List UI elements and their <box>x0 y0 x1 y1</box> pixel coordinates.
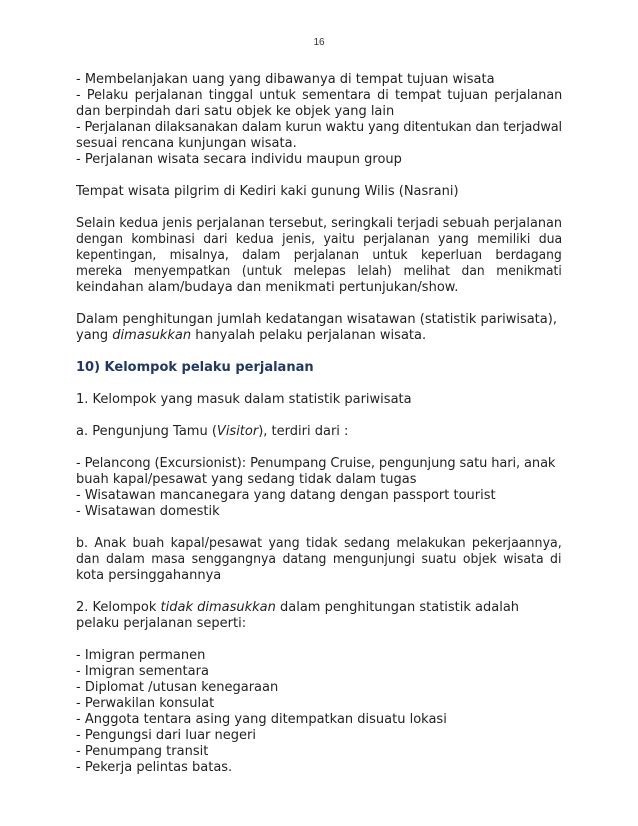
list-item: - Imigran sementara <box>76 664 209 679</box>
document-body <box>76 72 562 776</box>
crew-paragraph <box>76 536 562 584</box>
paragraph-line: kepentingan, misalnya, dalam perjalanan untuk keperluan berdagang <box>76 248 562 263</box>
paragraph-line: Dalam penghitungan jumlah kedatangan wisatawan (statistik pariwisata), <box>76 312 557 327</box>
text-run: 2. Kelompok <box>76 600 161 615</box>
text-run: hanyalah pelaku perjalanan wisata. <box>191 328 427 343</box>
list-item: - Perjalanan dilaksanakan dalam kurun waktu yang ditentukan dan terjadwal <box>76 120 562 135</box>
section-heading <box>76 360 562 376</box>
paragraph-line: b. Anak buah kapal/pesawat yang tidak sedang melakukan pekerjaannya, <box>76 536 562 551</box>
excluded-list <box>76 648 562 776</box>
list-item: - Penumpang transit <box>76 744 209 759</box>
paragraph-line: 1. Kelompok yang masuk dalam statistik pariwisata <box>76 392 412 407</box>
emphasis-text: tidak dimasukkan <box>160 600 276 615</box>
list-item: - Wisatawan mancanegara yang datang dengan passport tourist <box>76 488 496 503</box>
list-item: - Anggota tentara asing yang ditempatkan disuatu lokasi <box>76 712 447 727</box>
list-item: - Wisatawan domestik <box>76 504 220 519</box>
text-run: ), terdiri dari : <box>258 424 349 439</box>
text-run: a. Pengunjung Tamu ( <box>76 424 217 439</box>
paragraph-line: dengan kombinasi dari kedua jenis, yaitu perjalanan yang memiliki dua <box>76 232 563 247</box>
list-item: dan berpindah dari satu objek ke objek yang lain <box>76 104 395 119</box>
list-item: - Diplomat /utusan kenegaraan <box>76 680 279 695</box>
list-item: - Pekerja pelintas batas. <box>76 760 233 775</box>
intro-list <box>76 72 562 168</box>
text-run: yang <box>76 328 113 343</box>
group2-title <box>76 600 562 632</box>
list-item: sesuai rencana kunjungan wisata. <box>76 136 297 151</box>
list-item: - Pelancong (Excursionist): Penumpang Cruise, pengunjung satu hari, anak <box>76 456 556 471</box>
paragraph-line: Selain kedua jenis perjalanan tersebut, seringkali terjadi sebuah perjalanan <box>76 216 562 231</box>
list-item: - Perjalanan wisata secara individu maupun group <box>76 152 402 167</box>
paragraph-line: dan dalam masa senggangnya datang mengunjungi suatu objek wisata di <box>76 552 562 567</box>
combination-paragraph <box>76 216 562 296</box>
list-item: - Membelanjakan uang yang dibawanya di tempat tujuan wisata <box>76 72 495 87</box>
group1-title <box>76 392 562 408</box>
page-number: 16 <box>313 37 325 48</box>
emphasis-text: Visitor <box>216 424 259 439</box>
list-item: - Imigran permanen <box>76 648 206 663</box>
paragraph-line: mereka menyempatkan (untuk melepas lelah) melihat dan menikmati <box>76 264 562 279</box>
paragraph-line <box>76 424 562 440</box>
text-run: dalam penghitungan statistik adalah <box>275 600 520 615</box>
paragraph-line: keindahan alam/budaya dan menikmati pertunjukan/show. <box>76 280 459 295</box>
emphasis-text: dimasukkan <box>112 328 192 343</box>
paragraph-line <box>76 600 562 616</box>
paragraph-line: kota persinggahannya <box>76 568 222 583</box>
list-item: - Pelaku perjalanan tinggal untuk sementara di tempat tujuan perjalanan <box>76 88 563 103</box>
statistics-paragraph <box>76 312 562 344</box>
pilgrim-paragraph <box>76 184 562 200</box>
visitor-heading <box>76 424 562 440</box>
visitor-list <box>76 456 562 520</box>
paragraph-line <box>76 328 562 344</box>
list-item: - Pengungsi dari luar negeri <box>76 728 256 743</box>
paragraph-line: pelaku perjalanan seperti: <box>76 616 247 631</box>
paragraph-line: Tempat wisata pilgrim di Kediri kaki gunung Wilis (Nasrani) <box>76 184 459 199</box>
list-item: buah kapal/pesawat yang sedang tidak dalam tugas <box>76 472 417 487</box>
list-item: - Perwakilan konsulat <box>76 696 215 711</box>
heading-text: 10) Kelompok pelaku perjalanan <box>76 360 314 375</box>
